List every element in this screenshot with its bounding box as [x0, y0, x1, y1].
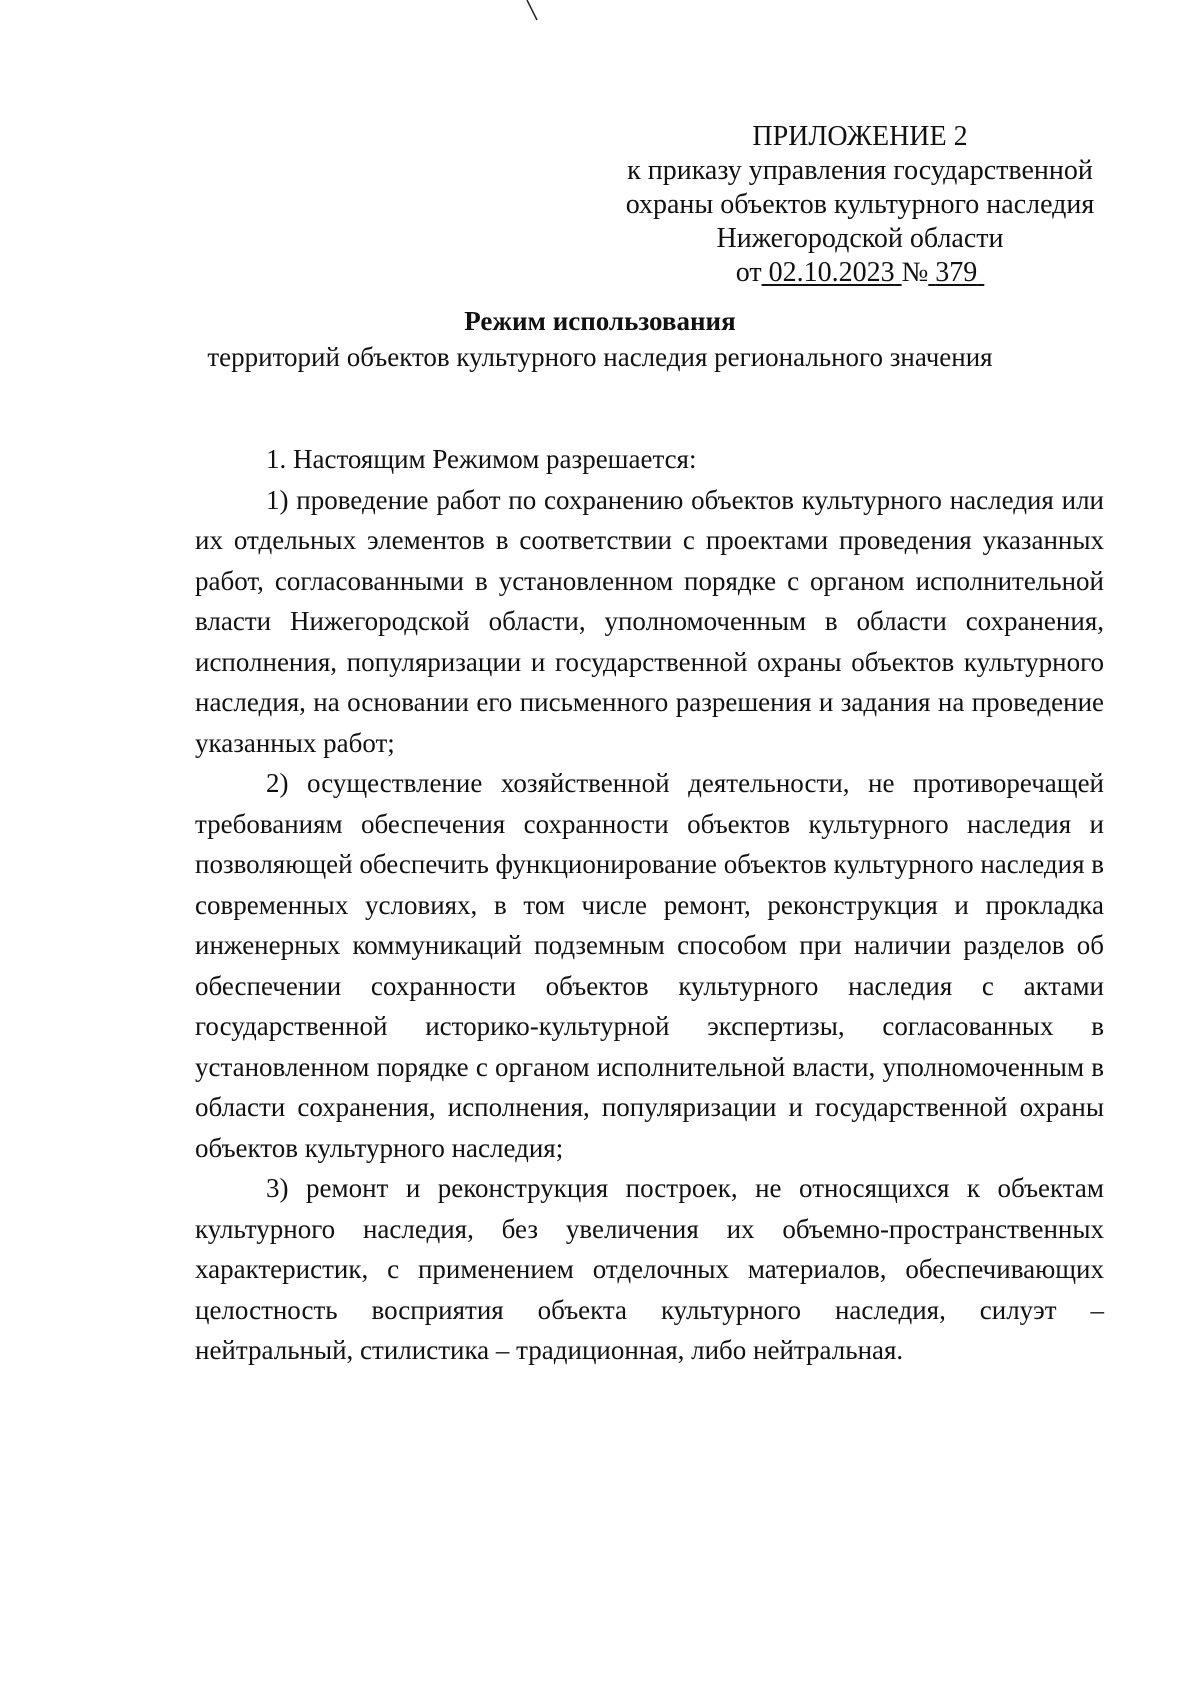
- appendix-line-2: охраны объектов культурного наследия: [625, 189, 1095, 220]
- paragraph-intro: 1. Настоящим Режимом разрешается:: [266, 444, 697, 474]
- appendix-order-line: [600, 256, 1120, 290]
- number-prefix: №: [901, 257, 929, 288]
- date-prefix: от: [735, 257, 762, 288]
- appendix-line-1: к приказу управления государственной: [627, 155, 1093, 186]
- order-number: 379: [935, 257, 978, 288]
- paragraph-item-3: 3) ремонт и реконструкция построек, не относящихся к объектам культурного наследия, без увеличения их объемно-пространственных характеристик, с применением отделочных материалов, обеспечивающих целостность восприятия объекта культурного наследия, силуэт – нейтральный, стилистика – традиционная, либо нейтральная.: [195, 1173, 1104, 1365]
- appendix-line-3: Нижегородской области: [716, 223, 1004, 254]
- order-date: 02.10.2023: [768, 257, 895, 288]
- heading-title: Режим использования: [464, 306, 736, 336]
- scan-artifact-mark: [525, 0, 539, 22]
- heading-subtitle: территорий объектов культурного наследия регионального значения: [207, 342, 993, 372]
- document-heading: [0, 303, 1200, 375]
- paragraph-item-1: 1) проведение работ по сохранению объектов культурного наследия или их отдельных элементов в соответствии с проектами проведения указанных работ, согласованными в установленном порядке с органом исполнительной власти Нижегородской области, уполномоченным в области сохранения, исполнения, популяризации и государственной охраны объектов культурного наследия, на основании его письменного разрешения и задания на проведение указанных работ;: [195, 484, 1104, 758]
- appendix-header: [600, 120, 1120, 290]
- appendix-title: ПРИЛОЖЕНИЕ 2: [752, 121, 968, 152]
- document-body: [195, 439, 1104, 1371]
- paragraph-item-2: 2) осуществление хозяйственной деятельности, не противоречащей требованиям обеспечения сохранности объектов культурного наследия и позволяющей обеспечить функционирование объектов культурного наследия в современных условиях, в том числе ремонт, реконструкция и прокладка инженерных коммуникаций подземным способом при наличии разделов об обеспечении сохранности объектов культурного наследия с актами государственной историко-культурной экспертизы, согласованных в установленном порядке с органом исполнительной власти, уполномоченным в области сохранения, исполнения, популяризации и государственной охраны объектов культурного наследия;: [195, 768, 1104, 1163]
